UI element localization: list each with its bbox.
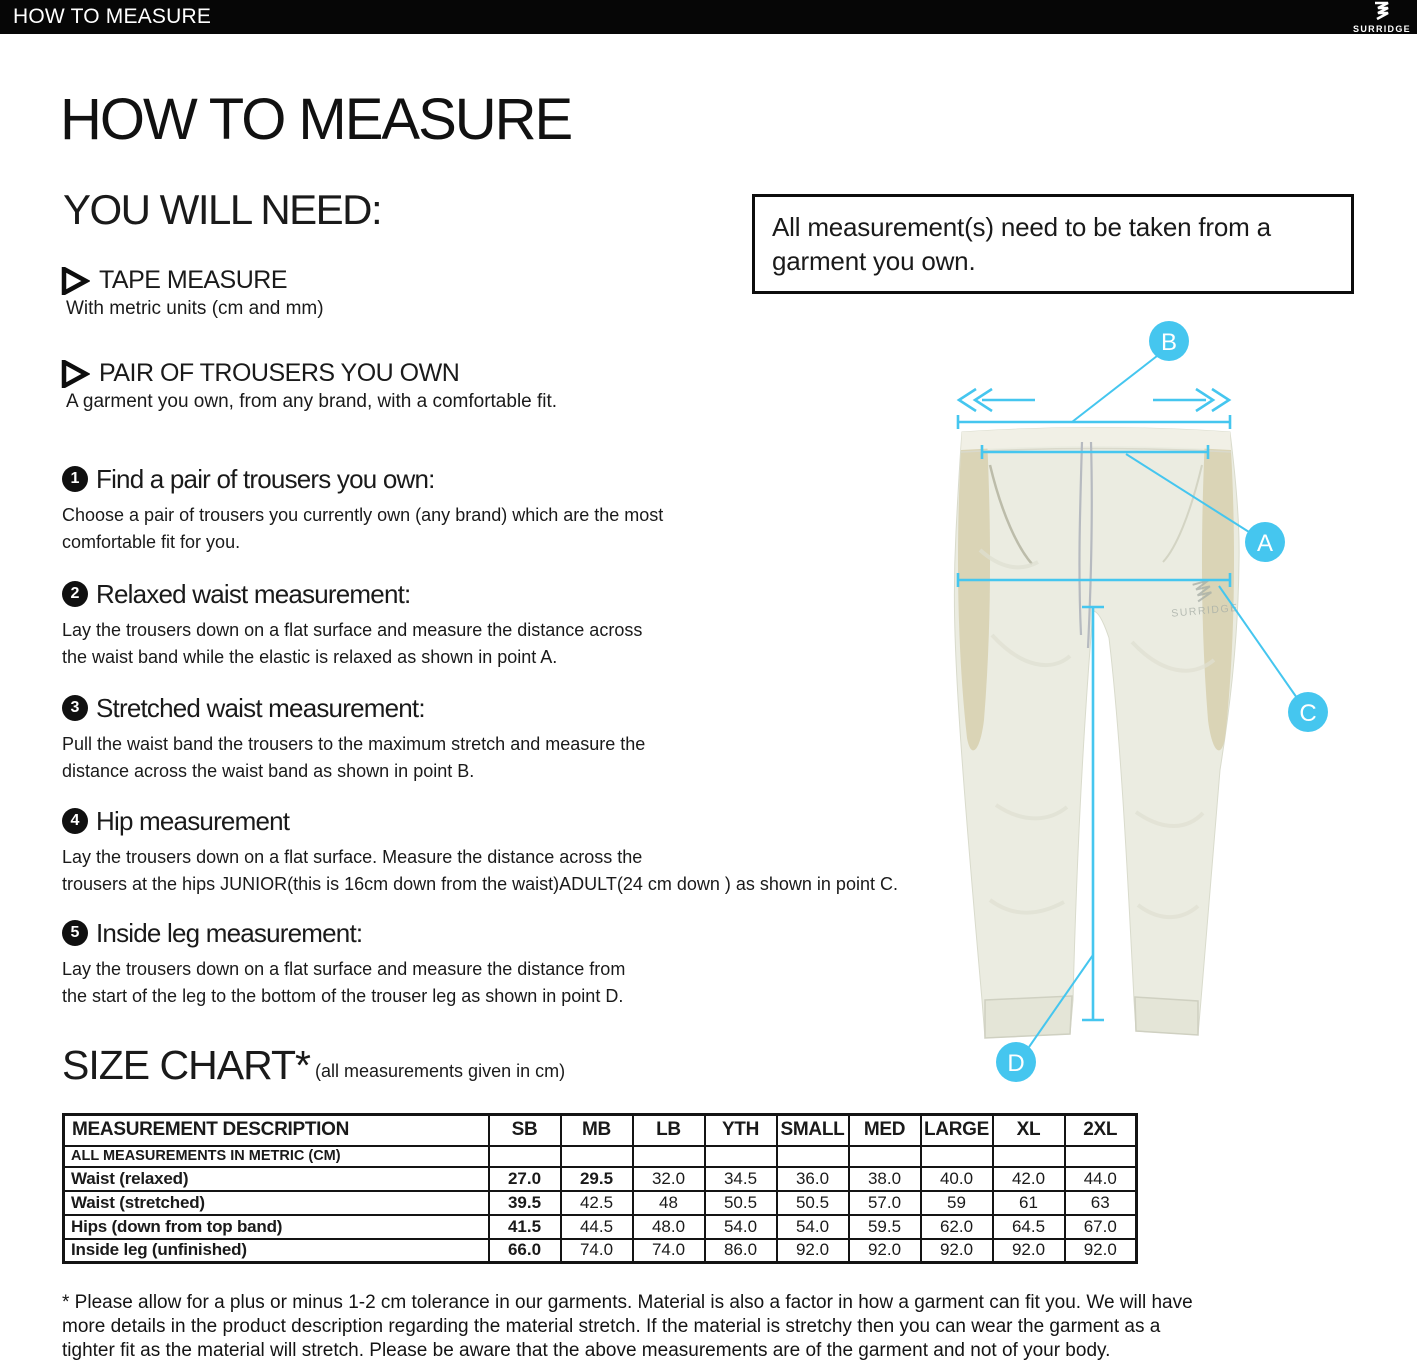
empty-cell [1065,1146,1137,1167]
size-chart-heading: SIZE CHART* [62,1042,310,1088]
size-value-cell: 92.0 [1065,1239,1137,1263]
step-title: Find a pair of trousers you own: [96,464,435,494]
page-title: HOW TO MEASURE [60,87,572,152]
need-item-label: PAIR OF TROUSERS YOU OWN [99,359,460,387]
empty-cell [561,1146,633,1167]
surridge-logo-text: SURRIDGE [1353,24,1411,34]
column-header-2xl: 2XL [1065,1115,1137,1146]
size-value-cell: 48.0 [633,1215,705,1239]
size-value-cell: 92.0 [849,1239,921,1263]
size-value-cell: 54.0 [705,1215,777,1239]
size-value-cell: 74.0 [633,1239,705,1263]
size-value-cell: 40.0 [921,1167,993,1191]
size-value-cell: 29.5 [561,1167,633,1191]
measure-line-b [958,415,1230,429]
step-number-badge: 1 [62,466,88,492]
play-triangle-icon [60,267,90,295]
column-header-measurement-description: MEASUREMENT DESCRIPTION [64,1115,489,1146]
column-header-large: LARGE [921,1115,993,1146]
size-value-cell: 34.5 [705,1167,777,1191]
empty-cell [849,1146,921,1167]
column-header-small: SMALL [777,1115,849,1146]
column-header-med: MED [849,1115,921,1146]
size-value-cell: 50.5 [777,1191,849,1215]
point-label-d: D [1007,1050,1025,1077]
trousers-silhouette [954,428,1239,1039]
empty-cell [993,1146,1065,1167]
size-value-cell: 74.0 [561,1239,633,1263]
size-value-cell: 61 [993,1191,1065,1215]
you-will-need-heading: YOU WILL NEED: [63,186,382,233]
step-title: Inside leg measurement: [96,918,363,948]
point-label-a: A [1256,530,1274,557]
size-value-cell: 92.0 [777,1239,849,1263]
row-label: Inside leg (unfinished) [64,1239,489,1263]
size-value-cell: 42.0 [993,1167,1065,1191]
footnote-line: * Please allow for a plus or minus 1-2 cm tolerance in our garments. Material is also a factor in how a garment can fit you. We will have [62,1292,1193,1313]
step-number-badge: 3 [62,695,88,721]
step-title: Stretched waist measurement: [96,693,425,723]
size-value-cell: 59.5 [849,1215,921,1239]
step-body: Pull the waist band the trousers to the maximum stretch and measure the distance across the waist band as shown in point B. [62,734,646,781]
size-value-cell: 62.0 [921,1215,993,1239]
callout-box [752,194,1354,294]
size-value-cell: 44.5 [561,1215,633,1239]
size-chart-note: (all measurements given in cm) [315,1061,566,1081]
size-chart-table [62,1113,1138,1264]
empty-cell [921,1146,993,1167]
step-number-badge: 4 [62,808,88,834]
row-label: Waist (relaxed) [64,1167,489,1191]
step-body: Lay the trousers down on a flat surface and measure the distance from the start of the leg to the bottom of the trouser leg as shown in point D. [62,959,626,1006]
row-label: Waist (stretched) [64,1191,489,1215]
footnote-line: more details in the product description regarding the material stretch. If the material is stretchy then you can wear the garment as a [62,1316,1161,1337]
callout-line: All measurement(s) need to be taken from a [772,212,1271,242]
trousers-diagram [930,300,1417,1110]
table-row [64,1191,1137,1215]
connector-b [1072,356,1157,422]
need-item-label: TAPE MEASURE [99,266,288,294]
size-value-cell: 92.0 [921,1239,993,1263]
surridge-logo [1350,1,1414,34]
column-header-lb: LB [633,1115,705,1146]
top-bar [0,0,1417,34]
play-triangle-icon [60,360,90,388]
step-body: Lay the trousers down on a flat surface. Measure the distance across the trousers at the hips JUNIOR(this is 16cm down from the waist)ADULT(24 cm down ) as shown in point C. [62,847,898,894]
size-value-cell: 39.5 [489,1191,561,1215]
size-value-cell: 86.0 [705,1239,777,1263]
size-value-cell: 41.5 [489,1215,561,1239]
row-label: Hips (down from top band) [64,1215,489,1239]
size-value-cell: 92.0 [993,1239,1065,1263]
table-row [64,1239,1137,1263]
size-value-cell: 48 [633,1191,705,1215]
size-value-cell: 64.5 [993,1215,1065,1239]
footnote-line: tighter fit as the material will stretch. Please be aware that the above measurements are of the garment and not of your body. [62,1340,1111,1361]
size-value-cell: 36.0 [777,1167,849,1191]
metric-note-cell: ALL MEASUREMENTS IN METRIC (CM) [64,1146,489,1167]
step-title: Hip measurement [96,806,290,836]
stretch-arrow-left [959,389,1035,411]
size-value-cell: 67.0 [1065,1215,1137,1239]
size-value-cell: 54.0 [777,1215,849,1239]
step-body: Choose a pair of trousers you currently own (any brand) which are the most comfortable fit for you. [62,505,664,552]
step-body: Lay the trousers down on a flat surface and measure the distance across the waist band while the elastic is relaxed as shown in point A. [62,620,643,667]
cuff-right [1135,997,1198,1035]
empty-cell [633,1146,705,1167]
size-value-cell: 66.0 [489,1239,561,1263]
table-row [64,1167,1137,1191]
point-label-c: C [1299,700,1317,727]
size-value-cell: 57.0 [849,1191,921,1215]
size-value-cell: 38.0 [849,1167,921,1191]
step-title: Relaxed waist measurement: [96,579,411,609]
size-value-cell: 27.0 [489,1167,561,1191]
size-value-cell: 32.0 [633,1167,705,1191]
table-row [64,1215,1137,1239]
size-value-cell: 63 [1065,1191,1137,1215]
empty-cell [777,1146,849,1167]
stretch-arrow-right [1153,389,1229,411]
step-number-badge: 5 [62,920,88,946]
column-header-xl: XL [993,1115,1065,1146]
svg-text:SURRIDGE: SURRIDGE [1170,601,1240,620]
step-number-badge: 2 [62,581,88,607]
footnote [62,1291,1193,1363]
empty-cell [489,1146,561,1167]
size-value-cell: 59 [921,1191,993,1215]
point-label-b: B [1160,329,1178,356]
callout-line: garment you own. [772,246,976,276]
size-value-cell: 50.5 [705,1191,777,1215]
size-chart-table-wrap [62,1113,1138,1264]
empty-cell [705,1146,777,1167]
size-value-cell: 42.5 [561,1191,633,1215]
need-item-note: A garment you own, from any brand, with a comfortable fit. [66,391,558,412]
column-header-sb: SB [489,1115,561,1146]
column-header-mb: MB [561,1115,633,1146]
size-value-cell: 44.0 [1065,1167,1137,1191]
column-header-yth: YTH [705,1115,777,1146]
top-bar-title: HOW TO MEASURE [13,5,212,28]
need-item-note: With metric units (cm and mm) [66,298,324,319]
surridge-logo-icon [1371,1,1393,21]
